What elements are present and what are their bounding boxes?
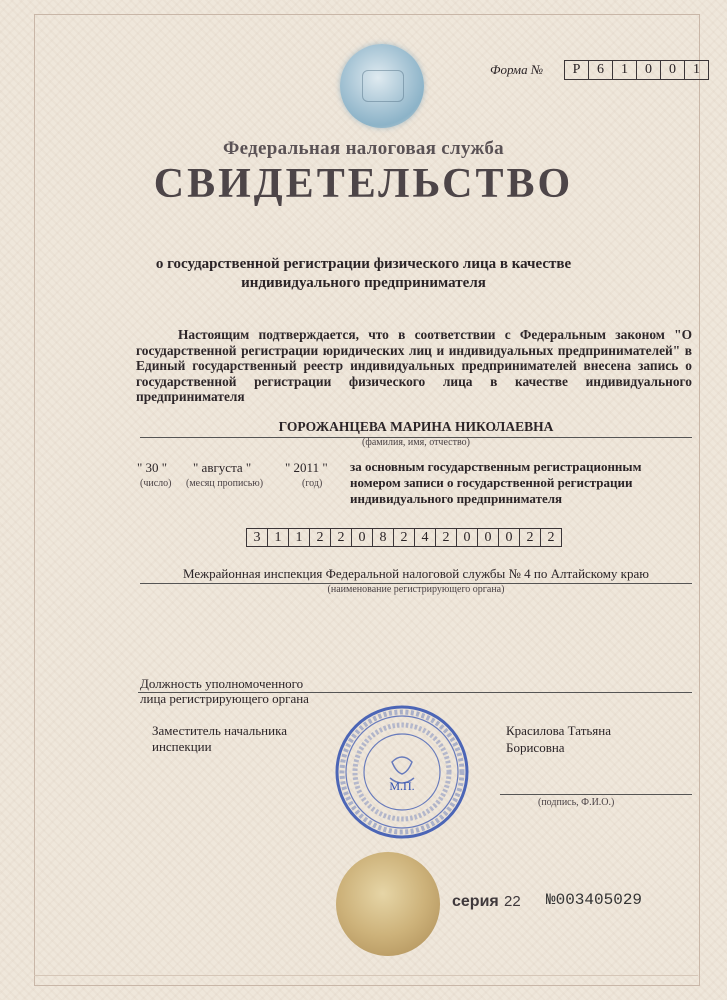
date-year-caption: (год) bbox=[302, 478, 323, 489]
form-code-boxes bbox=[565, 60, 709, 80]
form-code-digit: Р bbox=[564, 60, 589, 80]
registration-number-digit: 2 bbox=[309, 528, 331, 547]
date-year: " 2011 " bbox=[285, 460, 328, 475]
registration-number-digit: 2 bbox=[330, 528, 352, 547]
series-label: серия bbox=[452, 893, 499, 910]
form-label: Форма № bbox=[490, 62, 544, 77]
registration-number-digit: 0 bbox=[456, 528, 478, 547]
registration-number-digit: 8 bbox=[372, 528, 394, 547]
registration-text bbox=[350, 459, 690, 507]
form-code-digit: 6 bbox=[588, 60, 613, 80]
certificate-body-text: Настоящим подтверждается, что в соответствии с Федеральным законом "О государственной регистрации юридических лиц и индивидуальных предпринимателей" в Единый государственный реестр индивидуальных предпринимателей внесена запись о государственной регистрации физического лица в качестве индивидуального предпринимателя bbox=[136, 327, 692, 404]
date-month-caption: (месяц прописью) bbox=[186, 478, 264, 489]
reg-text-line-3: индивидуального предпринимателя bbox=[350, 491, 563, 506]
inspection-name: Межрайонная инспекция Федеральной налоговой службы № 4 по Алтайскому краю bbox=[140, 566, 692, 584]
footer-divider bbox=[34, 975, 698, 976]
position-line-2: инспекции bbox=[152, 739, 212, 754]
reg-text-line-1: за основным государственным регистрационным bbox=[350, 459, 642, 474]
form-code-digit: 0 bbox=[660, 60, 685, 80]
date-day: " 30 " bbox=[137, 460, 168, 475]
registration-number-digit: 0 bbox=[498, 528, 520, 547]
stamp-mp: М.П. bbox=[389, 779, 415, 793]
registration-number-digit: 2 bbox=[435, 528, 457, 547]
signer-line-2: Борисовна bbox=[506, 740, 565, 755]
registration-number-digit: 2 bbox=[519, 528, 541, 547]
form-code-digit: 1 bbox=[684, 60, 709, 80]
registration-number-digit: 3 bbox=[246, 528, 268, 547]
registration-number-digit: 1 bbox=[288, 528, 310, 547]
reg-text-line-2: номером записи о государственной регистрации bbox=[350, 475, 633, 490]
signature-caption: (подпись, Ф.И.О.) bbox=[538, 797, 615, 808]
serial-number: №003405029 bbox=[546, 891, 643, 909]
service-name: Федеральная налоговая служба bbox=[223, 138, 504, 159]
registration-number-digit: 2 bbox=[540, 528, 562, 547]
registration-number-digit: 2 bbox=[393, 528, 415, 547]
signer-line-1: Красилова Татьяна bbox=[506, 723, 612, 738]
document-title: СВИДЕТЕЛЬСТВО bbox=[153, 161, 574, 207]
subtitle-line-1: о государственной регистрации физического лица в качестве bbox=[155, 256, 572, 272]
subtitle-line-2: индивидуального предпринимателя bbox=[241, 275, 486, 291]
registration-number-digit: 0 bbox=[477, 528, 499, 547]
date-month: " августа " bbox=[193, 460, 252, 475]
official-position bbox=[152, 723, 287, 755]
document-subtitle bbox=[0, 255, 727, 293]
position-label bbox=[140, 676, 309, 706]
inspection-caption: (наименование регистрирующего органа) bbox=[327, 584, 505, 595]
form-code-digit: 1 bbox=[612, 60, 637, 80]
signer-name bbox=[506, 722, 611, 756]
signature-line bbox=[500, 794, 692, 795]
position-label-line-2: лица регистрирующего органа bbox=[140, 691, 309, 706]
registration-number-digit: 0 bbox=[351, 528, 373, 547]
gold-seal-icon bbox=[336, 852, 440, 956]
series-number: 22 bbox=[504, 893, 521, 910]
hologram-emblem-icon bbox=[340, 44, 424, 128]
position-divider bbox=[138, 692, 692, 693]
registration-number-boxes bbox=[247, 528, 562, 547]
position-label-line-1: Должность уполномоченного bbox=[140, 676, 304, 691]
registration-number-digit: 4 bbox=[414, 528, 436, 547]
position-line-1: Заместитель начальника bbox=[152, 723, 287, 738]
official-stamp-icon bbox=[334, 704, 470, 840]
name-caption: (фамилия, имя, отчество) bbox=[362, 437, 470, 448]
date-day-caption: (число) bbox=[140, 478, 172, 489]
form-code-digit: 0 bbox=[636, 60, 661, 80]
registration-number-digit: 1 bbox=[267, 528, 289, 547]
person-name: ГОРОЖАНЦЕВА МАРИНА НИКОЛАЕВНА bbox=[140, 419, 692, 438]
